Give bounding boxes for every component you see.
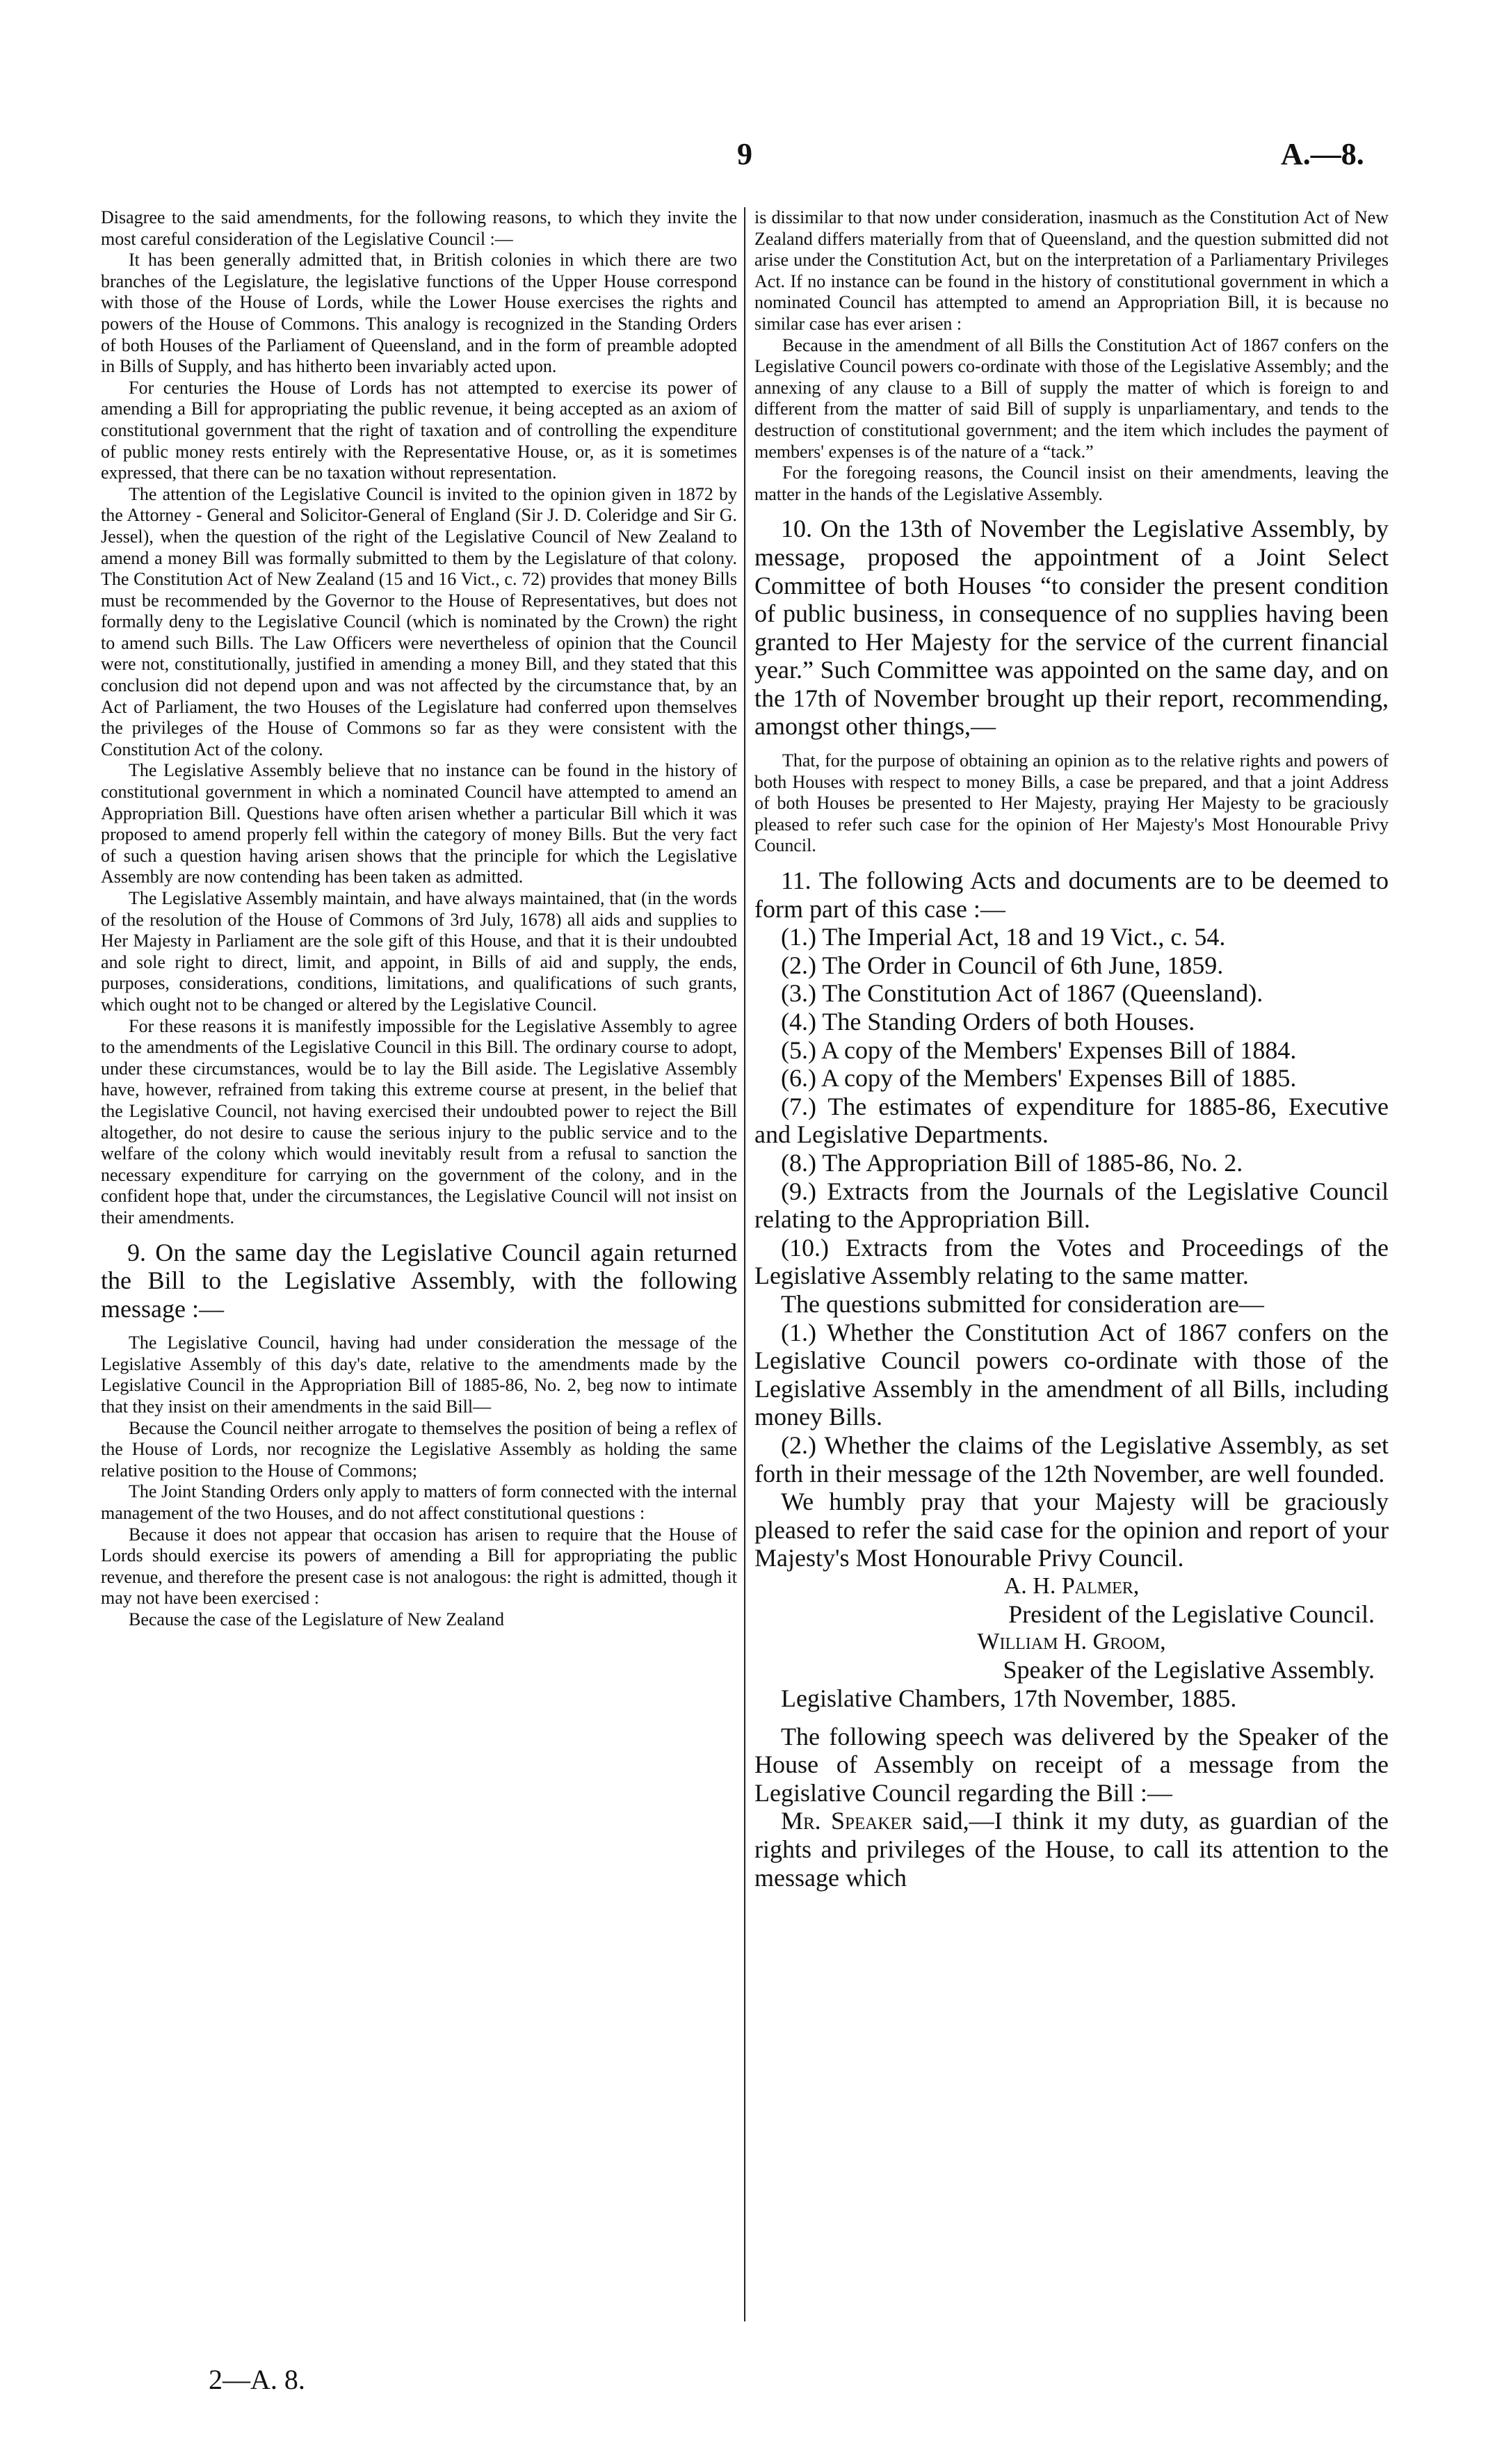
speaker-label: Mr. Speaker bbox=[781, 1807, 913, 1835]
list-item: (10.) Extracts from the Votes and Proceedings of the Legislative Assembly relating to the same matter. bbox=[754, 1233, 1389, 1290]
section-9-paragraph: 9. On the same day the Legislative Council again returned the Bill to the Legislative Assembly, with the following message :— bbox=[101, 1238, 737, 1323]
signature-block bbox=[754, 1572, 1389, 1713]
list-item: (3.) The Constitution Act of 1867 (Queensland). bbox=[781, 979, 1263, 1008]
signatory-name: A. H. Palmer, bbox=[1003, 1572, 1140, 1599]
place-and-date: Legislative Chambers, 17th November, 1885. bbox=[781, 1684, 1237, 1713]
column-divider bbox=[744, 207, 745, 2321]
paragraph: For centuries the House of Lords has not attempted to exercise its power of amending a Bill for appropriating the public revenue, it being accepted as an axiom of constitutional government that the right of taxation and of controlling the expenditure of public money rests entirely with the Representative House, or, as it is sometimes expressed, that there can be no taxation without representation. bbox=[101, 377, 737, 483]
list-item: (4.) The Standing Orders of both Houses. bbox=[781, 1008, 1195, 1036]
list-item: (9.) Extracts from the Journals of the Legislative Council relating to the Appropriation Bill. bbox=[754, 1177, 1389, 1234]
paragraph: That, for the purpose of obtaining an opinion as to the relative rights and powers of both Houses with respect to money Bills, a case be prepared, and that a joint Address of both Houses be presented to Her Majesty, praying Her Majesty to be graciously pleased to refer such case for the opinion of Her Majesty's Most Honourable Privy Council. bbox=[754, 750, 1389, 856]
right-column bbox=[754, 207, 1389, 1892]
paragraph: For these reasons it is manifestly impossible for the Legislative Assembly to agree to the amendments of the Legislative Council in this Bill. The ordinary course to adopt, under these circumstances, would be to lay the Bill aside. The Legislative Assembly have, however, refrained from taking this extreme course at present, in the belief that the Legislative Council, not having exercised their undoubted power to reject the Bill altogether, do not desire to cause the serious injury to the public service and to the welfare of the colony which would inevitably result from a refusal to sanction the necessary expenditure for carrying on the government of the colony, and in the confident hope that, under the circumstances, the Legislative Council will not insist on their amendments. bbox=[101, 1015, 737, 1227]
paragraph: The Joint Standing Orders only apply to matters of form connected with the internal management of the two Houses, and do not affect constitutional questions : bbox=[101, 1481, 737, 1524]
list-item: (5.) A copy of the Members' Expenses Bill of 1884. bbox=[781, 1036, 1297, 1064]
list-item: (1.) The Imperial Act, 18 and 19 Vict., c. 54. bbox=[781, 923, 1226, 951]
left-column bbox=[101, 207, 737, 1631]
question-item: (1.) Whether the Constitution Act of 1867 confers on the Legislative Council powers co-ordinate with those of the Legislative Assembly in the amendment of all Bills, including money Bills. bbox=[754, 1318, 1389, 1431]
list-item: (8.) The Appropriation Bill of 1885-86, No. 2. bbox=[781, 1148, 1243, 1177]
paragraph: Because it does not appear that occasion has arisen to require that the House of Lords should exercise its powers of amending a Bill for appropriating the public revenue, and therefore the present case is not analogous: the right is admitted, though it may not have been exercised : bbox=[101, 1524, 737, 1609]
speech-text: said,—I think it my duty, as guardian of the rights and privileges of the House, to call its attention to the message which bbox=[754, 1807, 1389, 1892]
paragraph: Because the Council neither arrogate to themselves the position of being a reflex of the House of Lords, nor recognize the Legislative Assembly as holding the same relative position to the House of Commons; bbox=[101, 1417, 737, 1481]
section-11-paragraph: 11. The following Acts and documents are to be deemed to form part of this case :— bbox=[754, 867, 1389, 923]
signatory-name: William H. Groom, bbox=[977, 1629, 1166, 1655]
questions-intro: The questions submitted for consideration are— bbox=[781, 1289, 1264, 1318]
page-number: 9 bbox=[737, 137, 752, 171]
paragraph: The Legislative Assembly maintain, and have always maintained, that (in the words of the resolution of the House of Commons of 3rd July, 1678) all aids and supplies to Her Majesty in Parliament are the sole gift of this House, and that it is their undoubted and sole right to direct, limit, and appoint, in Bills of aid and supply, the ends, purposes, considerations, conditions, limitations, and qualifications of such grants, which ought not to be changed or altered by the Legislative Council. bbox=[101, 888, 737, 1015]
paragraph: The Legislative Assembly believe that no instance can be found in the history of constitutional government in which a nominated Council have attempted to amend an Appropriation Bill. Questions have often arisen whether a particular Bill which it was proposed to amend properly fell within the category of money Bills. But the very fact of such a question having arisen shows that the principle for which the Legislative Assembly are now contending has been taken as admitted. bbox=[101, 760, 737, 887]
paragraph: It has been generally admitted that, in British colonies in which there are two branches of the Legislature, the legislative functions of the Upper House correspond with those of the House of Lords, while the Lower House exercises the rights and powers of the House of Commons. This analogy is recognized in the Standing Orders of both Houses of the Parliament of Queensland, and in the form of preamble adopted in Bills of Supply, and has hitherto been invariably acted upon. bbox=[101, 250, 737, 377]
list-item: (7.) The estimates of expenditure for 1885-86, Executive and Legislative Departments. bbox=[754, 1092, 1389, 1149]
section-10-paragraph: 10. On the 13th of November the Legislative Assembly, by message, proposed the appointment of a Joint Select Committee of both Houses “to consider the present condition of public business, in consequence of no supplies having been granted to Her Majesty for the service of the current financial year.” Such Committee was appointed on the same day, and on the 17th of November brought up their report, recommending, amongst other things,— bbox=[754, 515, 1389, 741]
paragraph: is dissimilar to that now under consideration, inasmuch as the Constitution Act of New Zealand differs materially from that of Queensland, and the question submitted did not arise under the Constitution Act, but on the interpretation of a Parliamentary Privileges Act. If no instance can be found in the history of constitutional government in which a nominated Council has attempted to amend an Appropriation Bill, it is because no similar case has ever arisen : bbox=[754, 207, 1389, 334]
speech-paragraph bbox=[754, 1807, 1389, 1892]
list-item: (6.) A copy of the Members' Expenses Bill of 1885. bbox=[781, 1064, 1297, 1093]
documents-list bbox=[754, 923, 1389, 1290]
speech-intro: The following speech was delivered by the Speaker of the House of Assembly on receipt of a message from the Legislative Council regarding the Bill :— bbox=[754, 1722, 1389, 1807]
paragraph: The attention of the Legislative Council is invited to the opinion given in 1872 by the Attorney - General and Solicitor-General of England (Sir J. D. Coleridge and Sir G. Jessel), when the question of the right of the Legislative Council of New Zealand to amend a money Bill was formally submitted to them by the Legislature of that colony. The Constitution Act of New Zealand (15 and 16 Vict., c. 72) provides that money Bills must be recommended by the Governor to the House of Representatives, but does not formally deny to the Legislative Council (which is nominated by the Crown) the right to amend such Bills. The Law Officers were nevertheless of opinion that the Council were not, constitutionally, justified in amending a money Bill, and they stated that this conclusion did not depend upon and was not affected by the circumstance that, by an Act of Parliament, the two Houses of the Legislature had conferred upon themselves the privileges of the House of Commons so far as they were consistent with the Constitution Act of the colony. bbox=[101, 483, 737, 759]
signatory-title: President of the Legislative Council. bbox=[1008, 1600, 1375, 1628]
paragraph: The Legislative Council, having had under consideration the message of the Legislative Assembly of this day's date, relative to the amendments made by the Legislative Council in the Appropriation Bill of 1885-86, No. 2, beg now to intimate that they insist on their amendments in the said Bill— bbox=[101, 1332, 737, 1417]
page-header bbox=[0, 136, 1511, 178]
paragraph: Disagree to the said amendments, for the following reasons, to which they invite the most careful consideration of the Legislative Council :— bbox=[101, 207, 737, 249]
prayer-paragraph: We humbly pray that your Majesty will be graciously pleased to refer the said case for the opinion and report of your Majesty's Most Honourable Privy Council. bbox=[754, 1488, 1389, 1572]
list-item: (2.) The Order in Council of 6th June, 1859. bbox=[781, 951, 1224, 979]
signatory-title: Speaker of the Legislative Assembly. bbox=[1003, 1656, 1375, 1684]
paragraph: Because the case of the Legislature of New Zealand bbox=[129, 1609, 504, 1629]
document-reference: A.—8. bbox=[1281, 137, 1364, 171]
paragraph: For the foregoing reasons, the Council insist on their amendments, leaving the matter in the hands of the Legislative Assembly. bbox=[754, 462, 1389, 504]
printer-signature-mark: 2—A. 8. bbox=[209, 2364, 305, 2395]
question-item: (2.) Whether the claims of the Legislative Assembly, as set forth in their message of the 12th November, are well founded. bbox=[754, 1431, 1389, 1488]
paragraph: Because in the amendment of all Bills the Constitution Act of 1867 confers on the Legislative Council powers co-ordinate with those of the Legislative Assembly; and the annexing of any clause to a Bill of supply the matter of which is foreign to and different from the matter of said Bill of supply is unparliamentary, and tends to the destruction of constitutional government; and the item which includes the payment of members' expenses is of the nature of a “tack.” bbox=[754, 335, 1389, 462]
